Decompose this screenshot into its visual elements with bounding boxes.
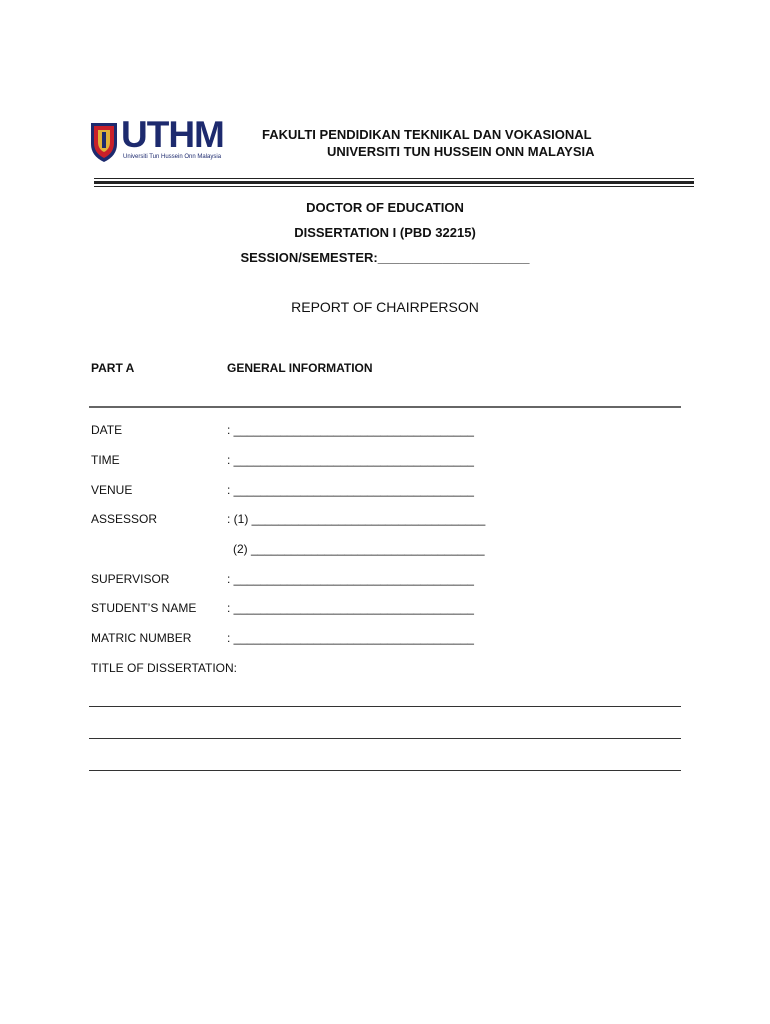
title-of-dissertation-label: TITLE OF DISSERTATION:	[91, 661, 238, 675]
supervisor-field[interactable]: : ____________________________________	[227, 572, 474, 586]
time-label: TIME	[91, 453, 120, 467]
faculty-name: FAKULTI PENDIDIKAN TEKNIKAL DAN VOKASIONAL	[262, 127, 592, 142]
course-title: DISSERTATION I (PBD 32215)	[294, 225, 476, 240]
header-rule-thick	[94, 181, 694, 184]
student-name-label: STUDENT’S NAME	[91, 601, 197, 615]
part-label: PART A	[91, 361, 135, 375]
date-label: DATE	[91, 423, 123, 437]
dissertation-title-line-3[interactable]	[89, 770, 681, 771]
section-divider	[89, 406, 681, 408]
assessor-label: ASSESSOR	[91, 512, 158, 526]
matric-number-label: MATRIC NUMBER	[91, 631, 192, 645]
time-field[interactable]: : ____________________________________	[227, 453, 474, 467]
crest-icon	[89, 120, 119, 164]
assessor-2-field[interactable]: (2) ___________________________________	[233, 542, 485, 556]
supervisor-label: SUPERVISOR	[91, 572, 170, 586]
part-title: GENERAL INFORMATION	[227, 361, 373, 375]
logo-subtitle: Universiti Tun Hussein Onn Malaysia	[123, 154, 222, 160]
header-rule-thin-bottom	[94, 186, 694, 187]
matric-number-field[interactable]: : ____________________________________	[227, 631, 474, 645]
dissertation-title-line-2[interactable]	[89, 738, 681, 739]
report-title: REPORT OF CHAIRPERSON	[291, 299, 479, 315]
dissertation-title-line-1[interactable]	[89, 706, 681, 707]
student-name-field[interactable]: : ____________________________________	[227, 601, 474, 615]
session-semester: SESSION/SEMESTER:_____________________	[240, 250, 530, 265]
assessor-1-field[interactable]: : (1) ___________________________________	[227, 512, 486, 526]
header-rule-thin-top	[94, 178, 694, 179]
venue-label: VENUE	[91, 483, 133, 497]
venue-field[interactable]: : ____________________________________	[227, 483, 474, 497]
university-name: UNIVERSITI TUN HUSSEIN ONN MALAYSIA	[327, 144, 595, 159]
uthm-logo	[89, 114, 239, 166]
date-field[interactable]: : ____________________________________	[227, 423, 474, 437]
degree-title: DOCTOR OF EDUCATION	[306, 200, 464, 215]
logo-wordmark: UTHM	[121, 114, 224, 155]
